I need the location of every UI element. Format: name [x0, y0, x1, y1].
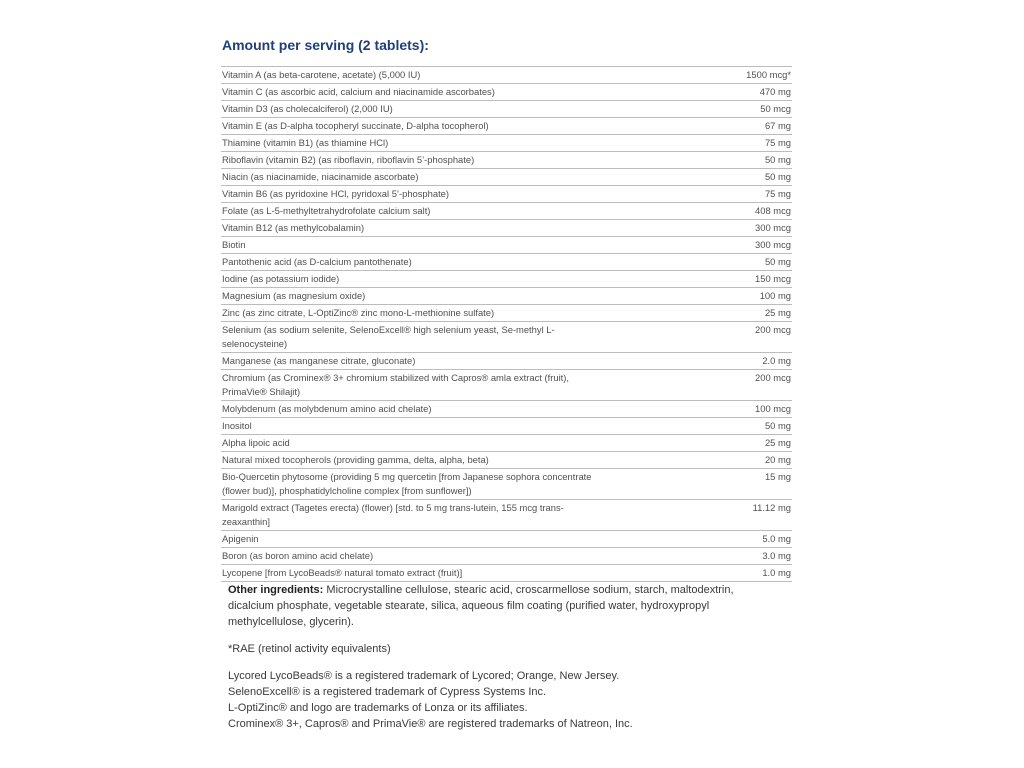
nutrient-row [221, 271, 792, 288]
nutrient-amount: 100 mg [672, 288, 792, 305]
nutrient-name-text: Pantothenic acid (as D-calcium pantothenate) [222, 256, 412, 267]
nutrient-row [221, 548, 792, 565]
nutrient-name-text: Vitamin B6 (as pyridoxine HCl, pyridoxal 5’-phosphate) [222, 188, 450, 199]
nutrient-row [221, 565, 792, 582]
nutrient-name [221, 135, 672, 152]
nutrient-name [221, 548, 672, 565]
nutrient-amount: 200 mcg [672, 370, 792, 401]
trademarks-paragraph [228, 668, 768, 732]
nutrient-amount: 5.0 mg [672, 531, 792, 548]
nutrient-name-text: Magnesium (as magnesium oxide) [222, 290, 366, 301]
nutrient-amount: 408 mcg [672, 203, 792, 220]
nutrient-row [221, 435, 792, 452]
nutrient-row [221, 305, 792, 322]
nutrient-amount: 75 mg [672, 186, 792, 203]
nutrient-amount: 3.0 mg [672, 548, 792, 565]
nutrient-amount: 470 mg [672, 84, 792, 101]
nutrient-row [221, 353, 792, 370]
nutrient-amount: 25 mg [672, 305, 792, 322]
nutrient-name-text: Manganese (as manganese citrate, gluconate) [222, 355, 416, 366]
nutrient-name-text: Vitamin C (as ascorbic acid, calcium and niacinamide ascorbates) [222, 86, 495, 97]
nutrient-name [221, 452, 672, 469]
nutrient-name-text: Thiamine (vitamin B1) (as thiamine HCl) [222, 137, 389, 148]
nutrient-name [221, 288, 672, 305]
serving-heading: Amount per serving (2 tablets): [222, 37, 429, 53]
nutrient-name [221, 67, 672, 84]
nutrient-amount: 25 mg [672, 435, 792, 452]
nutrient-row [221, 370, 792, 401]
other-ingredients-text: Microcrystalline cellulose, stearic acid, croscarmellose sodium, starch, maltodextrin, dicalcium phosphate, vegetable stearate, silica, aqueous film coating (purified water, hydroxypropyl methylcellulose, glycerin). [228, 584, 734, 628]
nutrient-row [221, 220, 792, 237]
nutrient-name-text: Vitamin E (as D-alpha tocopheryl succinate, D-alpha tocopherol) [222, 120, 489, 131]
nutrient-name [221, 186, 672, 203]
nutrient-amount: 50 mg [672, 152, 792, 169]
nutrient-amount: 100 mcg [672, 401, 792, 418]
nutrient-name [221, 203, 672, 220]
nutrient-name-text: Riboflavin (vitamin B2) (as riboflavin, riboflavin 5’-phosphate) [222, 154, 475, 165]
nutrient-name-text: Folate (as L-5-methyltetrahydrofolate calcium salt) [222, 205, 431, 216]
nutrient-name-text: Alpha lipoic acid [222, 437, 290, 448]
trademark-line: SelenoExcell® is a registered trademark of Cypress Systems Inc. [228, 686, 547, 698]
nutrient-amount: 300 mcg [672, 237, 792, 254]
nutrient-amount: 50 mcg [672, 101, 792, 118]
nutrient-amount: 75 mg [672, 135, 792, 152]
nutrient-name [221, 370, 672, 401]
nutrient-name [221, 500, 672, 531]
nutrient-name-text: Chromium (as Crominex® 3+ chromium stabilized with Capros® amla extract (fruit), PrimaVie® Shilajit) [222, 372, 569, 397]
nutrient-name-text: Vitamin B12 (as methylcobalamin) [222, 222, 365, 233]
nutrient-row [221, 84, 792, 101]
nutrient-name [221, 469, 672, 500]
nutrient-name [221, 101, 672, 118]
other-ingredients-paragraph [228, 582, 768, 630]
trademark-line: Crominex® 3+, Capros® and PrimaVie® are registered trademarks of Natreon, Inc. [228, 718, 633, 730]
nutrient-amount: 20 mg [672, 452, 792, 469]
nutrient-name [221, 169, 672, 186]
nutrient-name [221, 84, 672, 101]
nutrient-row [221, 67, 792, 84]
nutrient-name-text: Zinc (as zinc citrate, L-OptiZinc® zinc mono-L-methionine sulfate) [222, 307, 495, 318]
nutrient-name [221, 152, 672, 169]
rae-footnote: *RAE (retinol activity equivalents) [228, 643, 391, 655]
nutrient-name-text: Boron (as boron amino acid chelate) [222, 550, 374, 561]
nutrient-amount: 11.12 mg [672, 500, 792, 531]
nutrient-row [221, 531, 792, 548]
other-ingredients-label: Other ingredients: [228, 584, 324, 596]
nutrient-row [221, 288, 792, 305]
nutrient-name-text: Vitamin D3 (as cholecalciferol) (2,000 IU) [222, 103, 393, 114]
nutrient-name-text: Selenium (as sodium selenite, SelenoExcell® high selenium yeast, Se-methyl L-selenocysteine) [222, 324, 555, 349]
supplement-facts-table [221, 66, 792, 582]
nutrient-row [221, 118, 792, 135]
nutrient-name [221, 531, 672, 548]
nutrient-name-text: Molybdenum (as molybdenum amino acid chelate) [222, 403, 432, 414]
nutrient-row [221, 254, 792, 271]
nutrient-name [221, 118, 672, 135]
nutrient-row [221, 135, 792, 152]
nutrient-amount: 1.0 mg [672, 565, 792, 582]
nutrient-name [221, 322, 672, 353]
nutrient-name [221, 418, 672, 435]
nutrient-name [221, 401, 672, 418]
trademark-line: L-OptiZinc® and logo are trademarks of Lonza or its affiliates. [228, 702, 528, 714]
nutrient-row [221, 186, 792, 203]
nutrient-name-text: Inositol [222, 420, 252, 431]
nutrient-row [221, 203, 792, 220]
nutrient-name [221, 305, 672, 322]
nutrient-row [221, 469, 792, 500]
nutrient-amount: 67 mg [672, 118, 792, 135]
nutrient-amount: 300 mcg [672, 220, 792, 237]
nutrient-row [221, 500, 792, 531]
nutrient-amount: 50 mg [672, 169, 792, 186]
nutrient-name-text: Bio-Quercetin phytosome (providing 5 mg quercetin [from Japanese sophora concentrate (flower bud)], phosphatidylcholine complex [from sunflower]) [222, 471, 592, 496]
nutrient-name [221, 254, 672, 271]
nutrient-row [221, 237, 792, 254]
nutrient-row [221, 101, 792, 118]
nutrient-amount: 50 mg [672, 254, 792, 271]
nutrient-name-text: Niacin (as niacinamide, niacinamide ascorbate) [222, 171, 419, 182]
nutrient-row [221, 401, 792, 418]
trademark-line: Lycored LycoBeads® is a registered trademark of Lycored; Orange, New Jersey. [228, 670, 620, 682]
notes-section [228, 582, 768, 743]
nutrient-name [221, 435, 672, 452]
nutrient-name-text: Iodine (as potassium iodide) [222, 273, 340, 284]
nutrient-name-text: Apigenin [222, 533, 259, 544]
nutrient-amount: 1500 mcg* [672, 67, 792, 84]
nutrient-name-text: Marigold extract (Tagetes erecta) (flower) [std. to 5 mg trans-lutein, 155 mcg trans-zeaxanthin] [222, 502, 564, 527]
nutrient-amount: 2.0 mg [672, 353, 792, 370]
nutrient-amount: 200 mcg [672, 322, 792, 353]
nutrient-name-text: Vitamin A (as beta-carotene, acetate) (5,000 IU) [222, 69, 421, 80]
nutrient-row [221, 322, 792, 353]
nutrient-name [221, 237, 672, 254]
nutrient-row [221, 152, 792, 169]
nutrient-row [221, 452, 792, 469]
nutrient-row [221, 418, 792, 435]
nutrient-name [221, 271, 672, 288]
nutrient-name [221, 220, 672, 237]
nutrient-amount: 150 mcg [672, 271, 792, 288]
facts-table-body [221, 67, 792, 582]
nutrient-amount: 15 mg [672, 469, 792, 500]
nutrient-name [221, 353, 672, 370]
nutrient-name-text: Lycopene [from LycoBeads® natural tomato extract (fruit)] [222, 567, 463, 578]
nutrient-name-text: Biotin [222, 239, 246, 250]
nutrient-name [221, 565, 672, 582]
nutrient-row [221, 169, 792, 186]
nutrient-name-text: Natural mixed tocopherols (providing gamma, delta, alpha, beta) [222, 454, 489, 465]
nutrient-amount: 50 mg [672, 418, 792, 435]
